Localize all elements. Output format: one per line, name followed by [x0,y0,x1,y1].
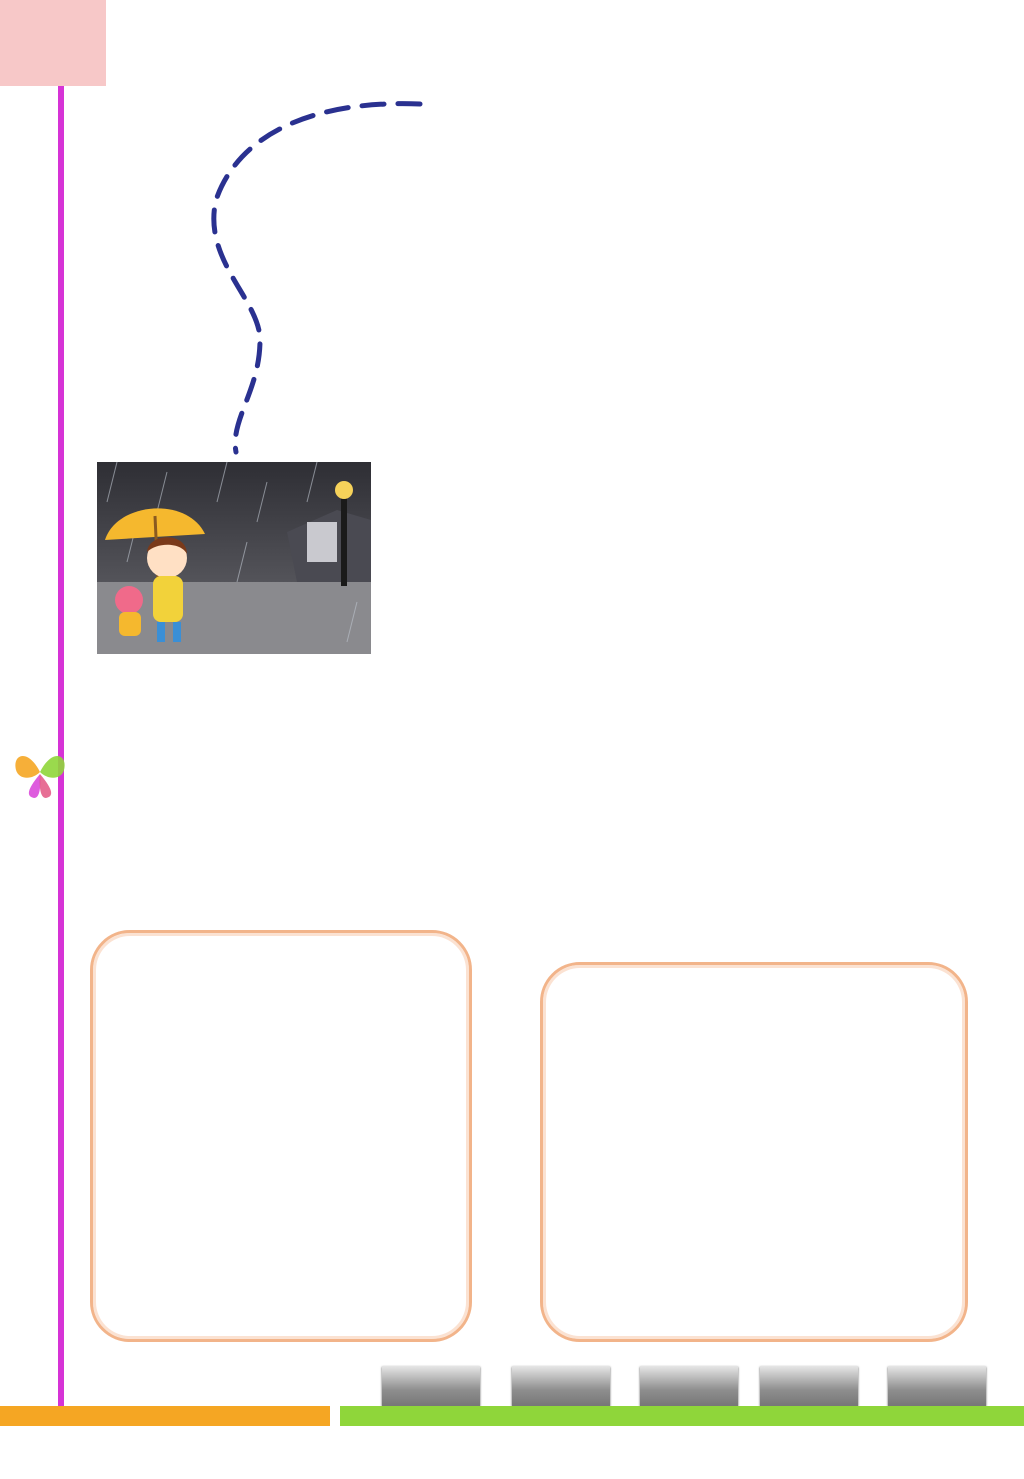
cover-button[interactable] [382,1366,480,1406]
dashed-arc-decoration [200,90,440,460]
morning-schedule-box [90,930,472,1342]
footer-green-bar [340,1406,1024,1426]
toc-button[interactable] [512,1366,610,1406]
afternoon-schedule-box [540,962,968,1342]
next-page-button[interactable] [760,1366,858,1406]
back-cover-button[interactable] [888,1366,986,1406]
prev-page-button[interactable] [640,1366,738,1406]
butterfly-logo-icon [10,740,70,802]
corner-title-char [0,0,106,86]
school-footer [0,1406,330,1426]
girl-umbrella-rain-illustration [97,462,371,654]
